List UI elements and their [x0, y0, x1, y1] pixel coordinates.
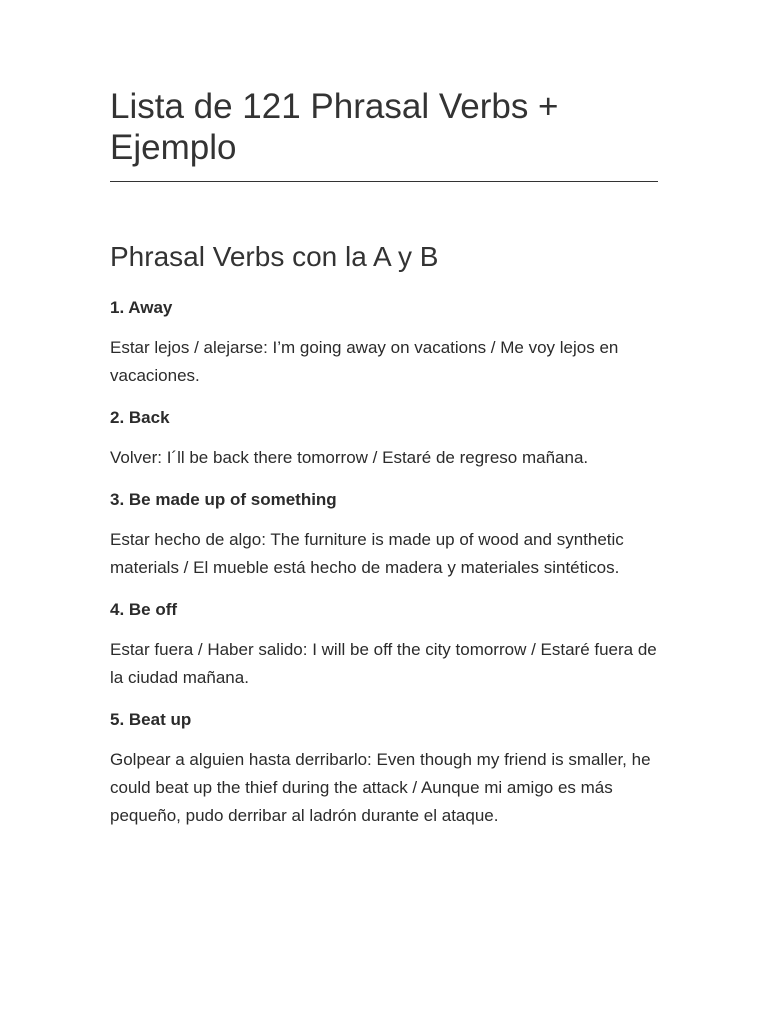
phrasal-verb-term: 5. Beat up [110, 710, 192, 729]
phrasal-verb-list [110, 294, 658, 830]
phrasal-verb-term: 2. Back [110, 408, 170, 427]
phrasal-verb-definition: Estar fuera / Haber salido: I will be off the city tomorrow / Estaré fuera de la ciudad mañana. [110, 640, 657, 687]
phrasal-verb-definition: Estar lejos / alejarse: I’m going away on vacations / Me voy lejos en vacaciones. [110, 338, 619, 385]
phrasal-verb-term: 3. Be made up of something [110, 490, 337, 509]
phrasal-verb-entry [110, 294, 658, 390]
phrasal-verb-definition: Golpear a alguien hasta derribarlo: Even though my friend is smaller, he could beat up the thief during the attack / Aunque mi amigo es más pequeño, pudo derribar al ladrón durante el ataque. [110, 750, 651, 825]
phrasal-verb-entry [110, 404, 658, 472]
phrasal-verb-entry [110, 486, 658, 582]
phrasal-verb-definition: Estar hecho de algo: The furniture is made up of wood and synthetic materials / El mueble está hecho de madera y materiales sintéticos. [110, 530, 624, 577]
phrasal-verb-entry [110, 706, 658, 830]
title-divider [110, 181, 658, 182]
phrasal-verb-entry [110, 596, 658, 692]
phrasal-verb-term: 1. Away [110, 298, 173, 317]
section-heading: Phrasal Verbs con la A y B [110, 241, 439, 272]
phrasal-verb-definition: Volver: I´ll be back there tomorrow / Estaré de regreso mañana. [110, 448, 589, 467]
phrasal-verb-term: 4. Be off [110, 600, 178, 619]
document-title: Lista de 121 Phrasal Verbs + Ejemplo [110, 87, 559, 167]
